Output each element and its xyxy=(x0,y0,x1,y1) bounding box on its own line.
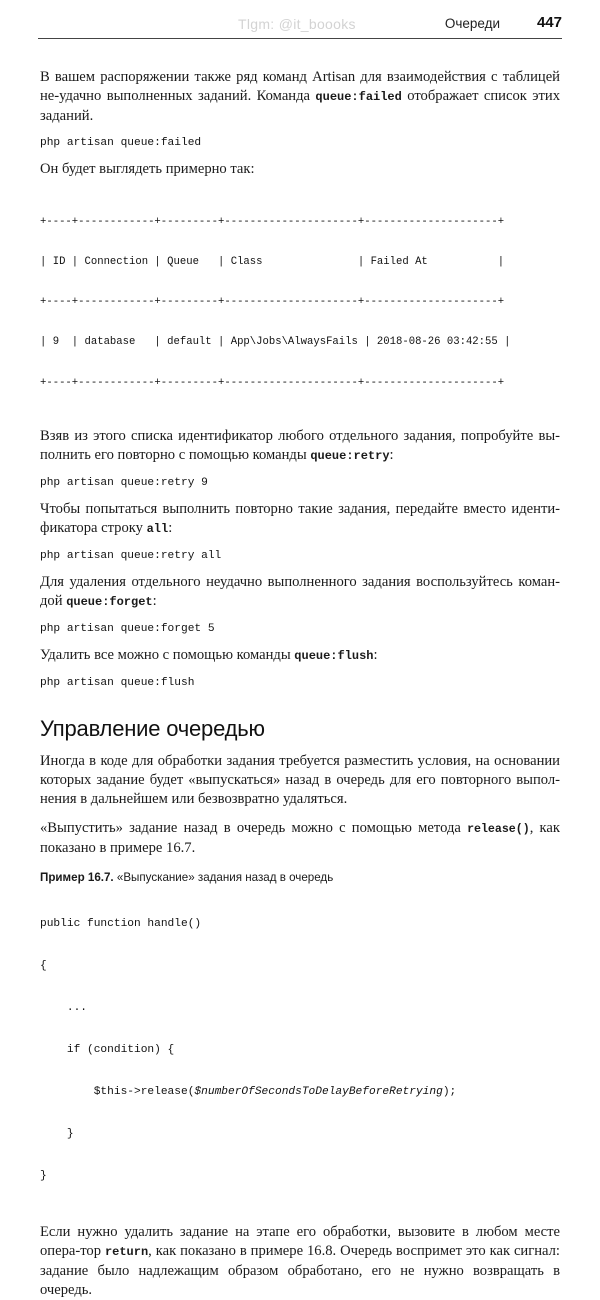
example-code-block xyxy=(40,889,560,1211)
page-content xyxy=(40,68,560,1300)
code-retry-all: php artisan queue:retry all xyxy=(40,549,222,562)
inline-command: release() xyxy=(467,822,530,836)
code-line: { xyxy=(40,959,47,972)
intro-paragraph: В вашем распоряжении также ряд команд Artisan для взаимодействия с таблицей не-удачно выполненных заданий. Команда queue:failed отображает список этих заданий. xyxy=(40,69,560,124)
page-number: 447 xyxy=(536,14,562,31)
code-flush: php artisan queue:flush xyxy=(40,676,195,689)
page-header xyxy=(38,14,562,36)
header-rule xyxy=(38,38,562,39)
inline-command: queue:flush xyxy=(294,648,374,663)
table-border-top: +----+------------+---------+---------------------+---------------------+ xyxy=(40,215,505,228)
failed-jobs-table xyxy=(40,189,560,417)
inline-command: queue:retry xyxy=(310,448,390,463)
table-header-row: | ID | Connection | Queue | Class | Failed At | xyxy=(40,256,505,269)
inline-command: return xyxy=(104,1244,149,1259)
table-border-bottom: +----+------------+---------+---------------------+---------------------+ xyxy=(40,376,505,389)
section-heading: Управление очередью xyxy=(40,715,265,741)
retry-paragraph: Взяв из этого списка идентификатор любого отдельного задания, попробуйте вы-полнить его повторно с помощью команды queue:retry: xyxy=(40,427,560,463)
section-paragraph-1: Иногда в коде для обработки задания требуется разместить условия, на основании которых задание будет «выпускаться» назад в очередь для его повторного выпол-нения в дальнейшем или безвозвратно удаляться. xyxy=(40,752,560,807)
flush-paragraph: Удалить все можно с помощью команды queue:flush: xyxy=(40,646,378,663)
final-paragraph: Если нужно удалить задание на этапе его обработки, вызовите в любом месте опера-тор return, как показано в примере 16.8. Очередь воспримет это как сигнал: задание было надлежащим образом обработано, его не нужно возвращать в очередь. xyxy=(40,1223,560,1298)
code-line: ... xyxy=(40,1001,87,1014)
code-forget: php artisan queue:forget 5 xyxy=(40,622,215,635)
code-retry: php artisan queue:retry 9 xyxy=(40,476,208,489)
table-row: | 9 | database | default | App\Jobs\AlwaysFails | 2018-08-26 03:42:55 | xyxy=(40,336,511,349)
inline-command: all xyxy=(146,521,169,536)
watermark: Tlgm: @it_boooks xyxy=(238,16,356,32)
forget-paragraph: Для удаления отдельного неудачно выполненного задания воспользуйтесь коман-дой queue:forget: xyxy=(40,573,560,609)
inline-command: queue:failed xyxy=(315,90,402,104)
retry-all-paragraph: Чтобы попытаться выполнить повторно такие задания, передайте вместо иденти-фикатора строку all: xyxy=(40,500,560,536)
looks-like-paragraph: Он будет выглядеть примерно так: xyxy=(40,161,255,177)
example-label: Пример 16.7. xyxy=(40,870,114,884)
running-title: Очереди xyxy=(444,16,500,31)
inline-command: queue:forget xyxy=(66,594,153,609)
code-line: $this->release($numberOfSecondsToDelayBeforeRetrying); xyxy=(40,1085,457,1098)
code-failed: php artisan queue:failed xyxy=(40,137,202,149)
code-line: } xyxy=(40,1169,47,1182)
code-line: } xyxy=(40,1127,74,1140)
table-border-middle: +----+------------+---------+---------------------+---------------------+ xyxy=(40,296,505,309)
code-line: if (condition) { xyxy=(40,1043,175,1056)
section-paragraph-2: «Выпустить» задание назад в очередь можно с помощью метода release(), как показано в примере 16.7. xyxy=(40,819,560,856)
example-caption: Пример 16.7. «Выпускание» задания назад в очередь xyxy=(40,870,334,884)
code-line: public function handle() xyxy=(40,917,202,930)
